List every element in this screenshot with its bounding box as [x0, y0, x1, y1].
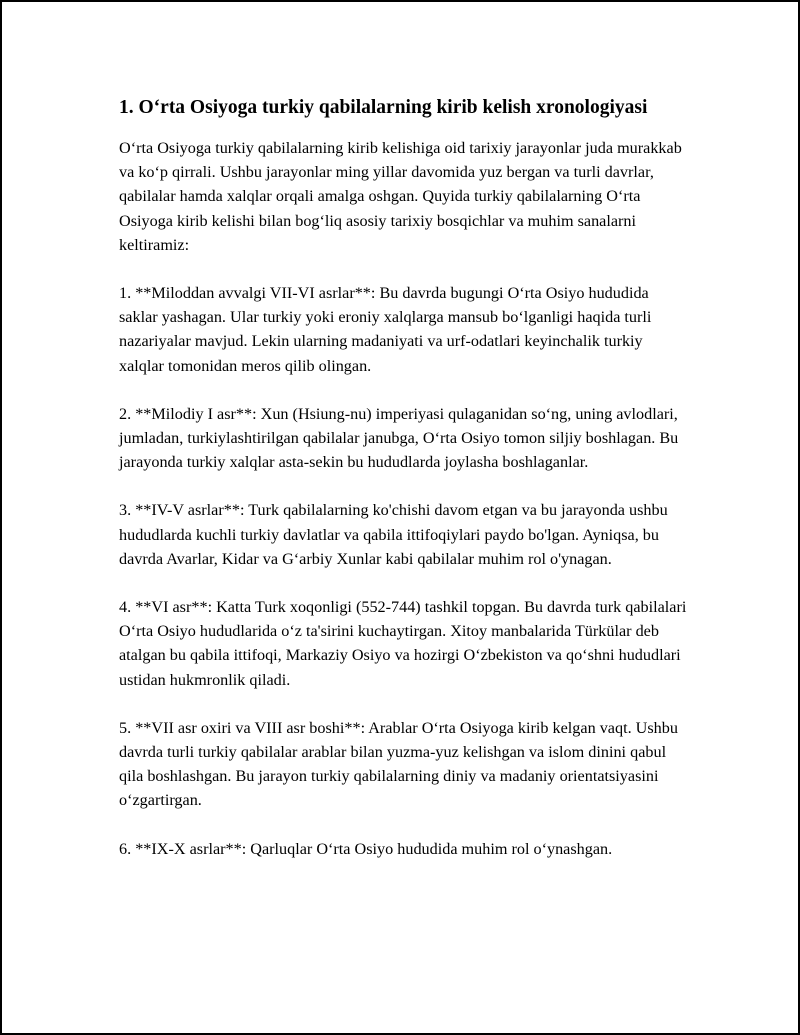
list-item-1: 1. **Miloddan avvalgi VII-VI asrlar**: Bu davrda bugungi O‘rta Osiyo hududida saklar yashagan. Ular turkiy yoki eroniy xalqlarga mansub bo‘lganligi haqida turli nazariyalar mavjud. Lekin ularning madaniyati va urf-odatlari keyinchalik turkiy xalqlar tomonidan meros qilib olingan. — [119, 284, 652, 375]
list-item-2: 2. **Milodiy I asr**: Xun (Hsiung-nu) imperiyasi qulaganidan so‘ng, uning avlodlari, jumladan, turkiylashtirilgan qabilalar janubga, O‘rta Osiyo tomon siljiy boshlagan. Bu jarayonda turkiy xalqlar asta-sekin bu hududlarda joylasha boshlaganlar. — [119, 404, 679, 472]
list-item-5: 5. **VII asr oxiri va VIII asr boshi**: Arablar O‘rta Osiyoga kirib kelgan vaqt. Ushbu davrda turli turkiy qabilalar arablar bilan yuzma-yuz kelishgan va islom dinini qabul qila boshlashgan. Bu jarayon turkiy qabilalarning diniy va madaniy orientatsiyasini o‘zgartirgan. — [119, 718, 678, 810]
document-title: 1. O‘rta Osiyoga turkiy qabilalarning kirib kelish xronologiyasi — [119, 97, 648, 118]
document-body — [119, 94, 689, 885]
list-item-3: 3. **IV-V asrlar**: Turk qabilalarning ko'chishi davom etgan va bu jarayonda ushbu hududlarda kuchli turkiy davlatlar va qabila ittifoqiylari paydo bo'lgan. Ayniqsa, bu davrda Avarlar, Kidar va G‘arbiy Xunlar kabi qabilalar muhim rol o'ynagan. — [119, 501, 668, 568]
list-item-4: 4. **VI asr**: Katta Turk xoqonligi (552-744) tashkil topgan. Bu davrda turk qabilalari O‘rta Osiyo hududlarida o‘z ta'sirini kuchaytirgan. Xitoy manbalarida Türkülar deb atalgan bu qabila ittifoqi, Markaziy Osiyo va hozirgi O‘zbekiston va qo‘shni hududlari ustidan hukmronlik qiladi. — [119, 598, 687, 689]
intro-paragraph: O‘rta Osiyoga turkiy qabilalarning kirib kelishiga oid tarixiy jarayonlar juda murakkab va ko‘p qirrali. Ushbu jarayonlar ming yillar davomida yuz bergan va turli davrlar, qabilalar hamda xalqlar orqali amalga oshgan. Quyida turkiy qabilalarning O‘rta Osiyoga kirib kelishi bilan bog‘liq asosiy tarixiy bosqichlar va muhim sanalarni keltiramiz: — [119, 139, 682, 254]
list-item-6: 6. **IX-X asrlar**: Qarluqlar O‘rta Osiyo hududida muhim rol o‘ynashgan. — [119, 839, 613, 858]
